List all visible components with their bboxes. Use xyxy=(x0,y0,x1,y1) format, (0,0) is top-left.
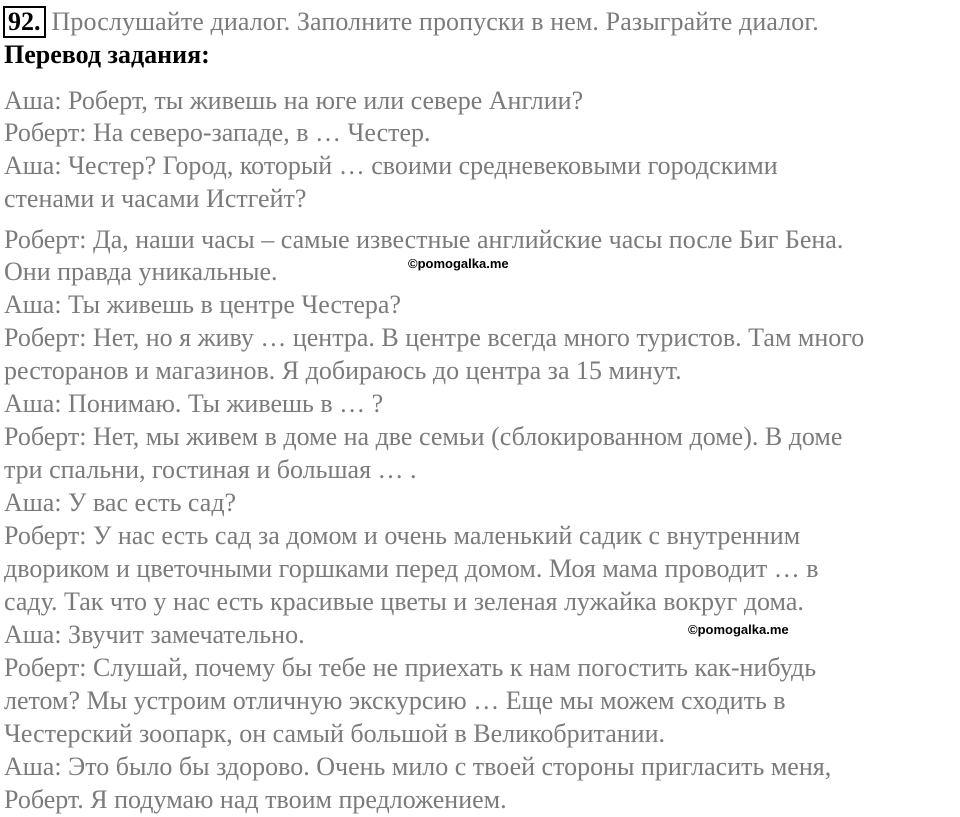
dialog-line: Аша: Честер? Город, который … своими средневековыми городскими xyxy=(4,151,778,180)
task-number: 92. xyxy=(3,6,46,38)
dialog-line: двориком и цветочными горшками перед домом. Моя мама проводит … в xyxy=(4,554,819,583)
watermark: ©pomogalka.me xyxy=(408,256,509,271)
dialog-line: Честерский зоопарк, он самый большой в Великобритании. xyxy=(4,719,665,748)
dialog-line: стенами и часами Истгейт? xyxy=(4,184,307,213)
dialog-line: ресторанов и магазинов. Я добираюсь до центра за 15 минут. xyxy=(4,356,682,385)
task-instruction: Прослушайте диалог. Заполните пропуски в нем. Разыграйте диалог. xyxy=(51,7,819,36)
dialog-line: Аша: Это было бы здорово. Очень мило с твоей стороны пригласить меня, xyxy=(4,752,832,781)
dialog-line: Роберт: Да, наши часы – самые известные английские часы после Биг Бена. xyxy=(4,225,844,254)
dialog-line: летом? Мы устроим отличную экскурсию … Еще мы можем сходить в xyxy=(4,686,786,715)
translation-title: Перевод задания: xyxy=(4,40,210,69)
dialog-line: Аша: Звучит замечательно. xyxy=(4,620,305,649)
watermark: ©pomogalka.me xyxy=(688,622,789,637)
dialog-line: Роберт: Слушай, почему бы тебе не приехать к нам погостить как-нибудь xyxy=(4,653,817,682)
dialog-line: Роберт: Нет, мы живем в доме на две семьи (сблокированном доме). В доме xyxy=(4,422,843,451)
dialog-line: Аша: Понимаю. Ты живешь в … ? xyxy=(4,389,384,418)
dialog-line: Роберт: У нас есть сад за домом и очень маленький садик с внутренним xyxy=(4,521,801,550)
dialog-line: Роберт: Нет, но я живу … центра. В центре всегда много туристов. Там много xyxy=(4,323,865,352)
dialog-line: саду. Так что у нас есть красивые цветы и зеленая лужайка вокруг дома. xyxy=(4,587,804,616)
dialog-line: Роберт: На северо-западе, в … Честер. xyxy=(4,118,431,147)
dialog-line: Аша: У вас есть сад? xyxy=(4,488,237,517)
dialog-line: Аша: Роберт, ты живешь на юге или севере Англии? xyxy=(4,86,584,115)
dialog-line: Аша: Ты живешь в центре Честера? xyxy=(4,290,402,319)
dialog-line: Роберт. Я подумаю над твоим предложением. xyxy=(4,785,507,814)
task-header xyxy=(3,5,819,39)
dialog-line: Они правда уникальные. xyxy=(4,257,278,286)
dialog-line: три спальни, гостиная и большая … . xyxy=(4,455,417,484)
